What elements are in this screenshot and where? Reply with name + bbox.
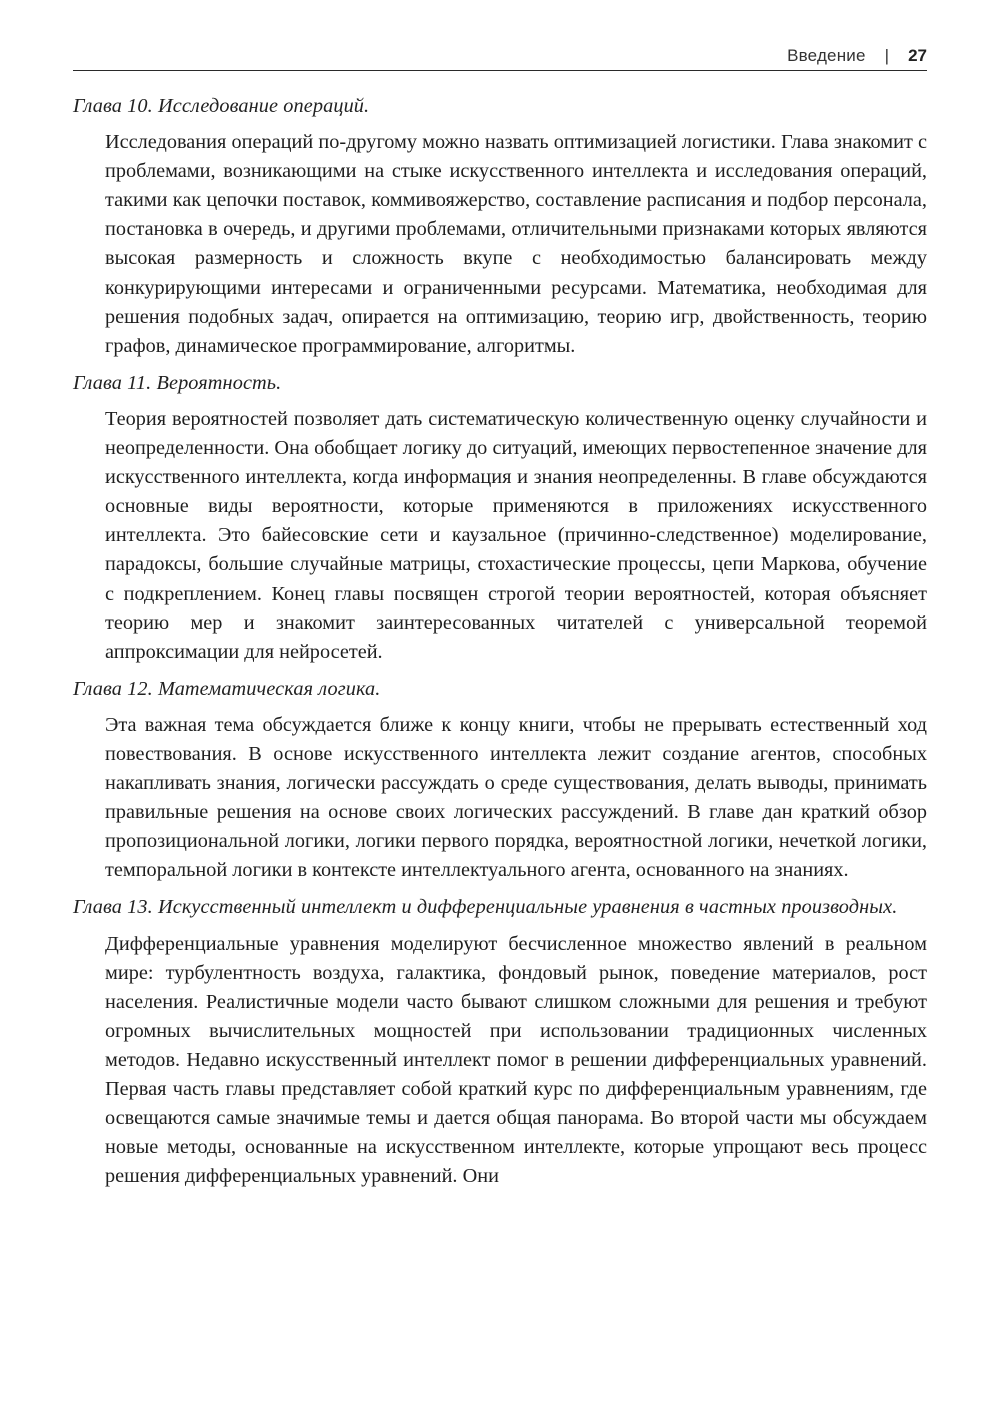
header-separator: | [884,46,890,65]
chapter-11-title: Глава 11. Вероятность. [73,371,282,394]
chapter-13-description: Дифференциальные уравнения моделируют бесчисленное множество явлений в реальном мире: турбулентность воздуха, галактика, фондовый рынок, поведение материалов, рост населения. Реалистичные модели часто бывают слишком сложными для решения и требуют огромных вычислительных мощностей при использовании традиционных численных методов. Недавно искусственный интеллект помог в решении дифференциальных уравнений. Первая часть главы представляет собой краткий курс по дифференциальным уравнениям, где освещаются самые значимые темы и дается общая панорама. Во второй части мы обсуждаем новые методы, основанные на искусственном интеллекте, которые упрощают весь процесс решения дифференциальных уравнений. Они [105,932,927,1188]
page-number: 27 [908,46,927,65]
running-header [73,40,927,71]
section-name: Введение [787,46,866,65]
chapter-13-title: Глава 13. Искусственный интеллект и дифференциальные уравнения в частных производных. [73,896,898,919]
chapter-12-description: Эта важная тема обсуждается ближе к концу книги, чтобы не прерывать естественный ход повествования. В основе искусственного интеллекта лежит создание агентов, способных накапливать знания, логически рассуждать о среде существования, делать выводы, принимать правильные решения на основе своих логических рассуждений. В главе дан краткий обзор пропозициональной логики, логики первого порядка, вероятностной логики, нечеткой логики, темпоральной логики в контексте интеллектуального агента, основанного на знаниях. [105,713,927,882]
chapter-11-description: Теория вероятностей позволяет дать систематическую количественную оценку случайности и неопределенности. Она обобщает логику до ситуаций, имеющих первостепенное значение для искусственного интеллекта, когда информация и знания неопределенны. В главе обсуждаются основные виды вероятности, которые применяются в приложениях искусственного интеллекта. Это байесовские сети и каузальное (причинно-следственное) моделирование, парадоксы, большие случайные матрицы, стохастические процессы, цепи Маркова, обучение с подкреплением. Конец главы посвящен строгой теории вероятностей, которая объясняет теорию мер и знакомит заинтересованных читателей с универсальной теоремой аппроксимации для нейросетей. [105,407,927,663]
page-body [73,92,927,1199]
chapter-10-title: Глава 10. Исследование операций. [73,95,370,117]
chapter-10-description: Исследования операций по-другому можно назвать оптимизацией логистики. Глава знакомит с проблемами, возникающими на стыке искусственного интеллекта и исследования операций, такими как цепочки поставок, коммивояжерство, составление расписания и подбор персонала, постановка в очередь, и другими проблемами, отличительными признаками которых являются высокая размерность и сложность вкупе с необходимостью балансировать между конкурирующими интересами и ограниченными ресурсами. Математика, необходимая для решения подобных задач, опирается на оптимизацию, теорию игр, двойственность, теорию графов, динамическое программирование, алгоритмы. [105,131,927,357]
chapter-12-title: Глава 12. Математическая логика. [73,677,381,700]
running-header-right [787,46,927,66]
